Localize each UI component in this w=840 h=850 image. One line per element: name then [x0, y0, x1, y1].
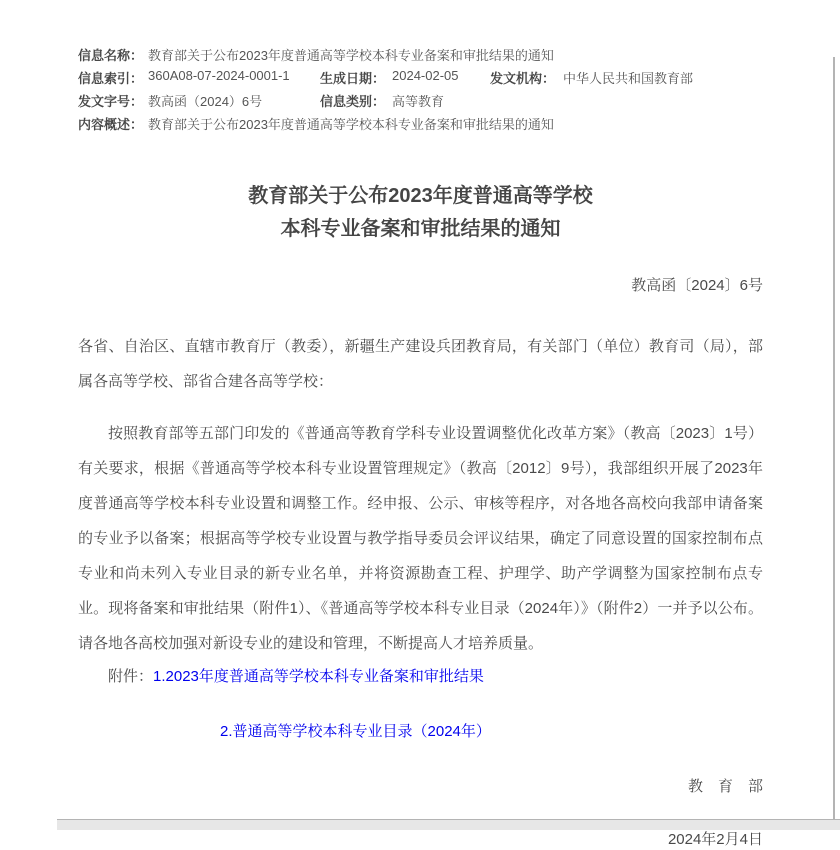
- issue-date: 2024年2月4日: [667, 831, 763, 848]
- meta-value-gen-date: 2024-02-05: [392, 68, 459, 83]
- meta-label-doc-number: 发文字号：: [78, 94, 144, 109]
- meta-label-info-index: 信息索引：: [78, 71, 144, 86]
- bottom-frame-border: [57, 819, 840, 830]
- attachments-line-2: [220, 722, 763, 742]
- document-number: 教高函〔2024〕6号: [631, 277, 763, 294]
- meta-label-info-type: 信息类别：: [320, 94, 386, 109]
- salutation-paragraph: 各省、自治区、直辖市教育厅（教委），新疆生产建设兵团教育局，有关部门（单位）教育司（局），部属各高等学校、部省合建各高等学校：: [78, 338, 763, 390]
- attachment-link-1[interactable]: 1.2023年度普通高等学校本科专业备案和审批结果: [153, 668, 484, 685]
- meta-value-summary: 教育部关于公布2023年度普通高等学校本科专业备案和审批结果的通知: [148, 117, 554, 132]
- attachments-line-1: [78, 667, 763, 687]
- signer-name: 教 育 部: [687, 778, 763, 795]
- attachment-link-2[interactable]: 2.普通高等学校本科专业目录（2024年）: [220, 723, 491, 740]
- meta-label-issuing-org: 发文机构：: [490, 71, 556, 86]
- right-frame-border: [833, 57, 835, 820]
- meta-value-issuing-org: 中华人民共和国教育部: [563, 71, 694, 86]
- page-title-line-1: 教育部关于公布2023年度普通高等学校: [248, 185, 593, 207]
- meta-label-info-name: 信息名称：: [78, 48, 144, 63]
- meta-value-info-name: 教育部关于公布2023年度普通高等学校本科专业备案和审批结果的通知: [148, 48, 554, 63]
- meta-label-gen-date: 生成日期：: [320, 71, 386, 86]
- meta-label-summary: 内容概述：: [78, 117, 144, 132]
- meta-value-info-type: 高等教育: [392, 94, 445, 109]
- attachments-label: 附件：: [108, 668, 154, 685]
- metadata-block: [0, 0, 840, 140]
- meta-value-doc-number: 教高函（2024）6号: [148, 94, 263, 109]
- page-title-line-2: 本科专业备案和审批结果的通知: [280, 218, 561, 240]
- meta-value-info-index: 360A08-07-2024-0001-1: [148, 68, 290, 83]
- main-paragraph: 按照教育部等五部门印发的《普通高等教育学科专业设置调整优化改革方案》（教高〔2023〕1号）有关要求，根据《普通高等学校本科专业设置管理规定》（教高〔2012〕9号），我部组织开展了2023年度普通高等学校本科专业设置和调整工作。经申报、公示、审核等程序，对各地各高校向我部申请备案的专业予以备案；根据高等学校专业设置与教学指导委员会评议结果，确定了同意设置的国家控制布点专业和尚未列入专业目录的新专业名单，并将资源勘查工程、护理学、助产学调整为国家控制布点专业。现将备案和审批结果（附件1）、《普通高等学校本科专业目录（2024年）》（附件2）一并予以公布。请各地各高校加强对新设专业的建设和管理，不断提高人才培养质量。: [78, 425, 763, 652]
